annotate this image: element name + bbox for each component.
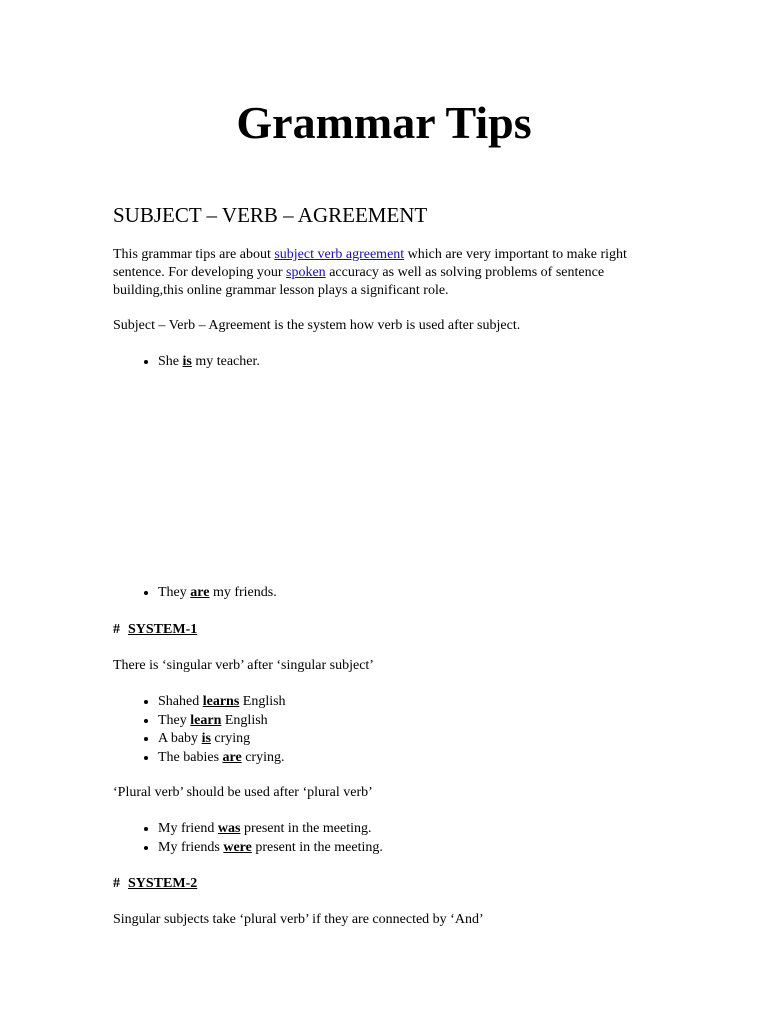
page-title: Grammar Tips: [236, 97, 532, 148]
system-1-rule: There is ‘singular verb’ after ‘singular subject’: [113, 658, 374, 673]
plural-example-list: [113, 820, 383, 857]
verb-highlight: are: [190, 585, 210, 600]
list-item: • Shahed learns English: [158, 693, 286, 712]
system-1-example-list: [113, 693, 286, 767]
list-item: • My friends were present in the meeting.: [158, 839, 383, 858]
verb-highlight: is: [201, 731, 211, 746]
verb-highlight: are: [222, 749, 242, 765]
list-item: • She is my teacher.: [158, 353, 260, 372]
list-item: • They learn English: [158, 712, 286, 731]
intro-text-2: which are very important to make right sentence. For developing your: [113, 247, 627, 280]
system-2-heading: [113, 875, 197, 893]
intro-text-1: This grammar tips are about: [113, 247, 275, 262]
hash-symbol: #: [113, 876, 120, 891]
list-item: • They are my friends.: [158, 584, 277, 603]
verb-highlight: learn: [190, 712, 222, 728]
verb-highlight: learns: [202, 694, 240, 709]
system-1-heading: [113, 621, 197, 639]
example-list-2: [113, 584, 277, 603]
section-heading: SUBJECT – VERB – AGREEMENT: [113, 203, 428, 227]
system-2-rule: Singular subjects take ‘plural verb’ if they are connected by ‘And’: [113, 912, 484, 927]
intro-text-3: accuracy as well as solving problems of sentence building,this online grammar lesson plays a significant role.: [113, 265, 605, 298]
verb-highlight: is: [182, 354, 192, 369]
example-list-1: [113, 353, 260, 372]
plural-verb-rule: ‘Plural verb’ should be used after ‘plural verb’: [113, 785, 373, 800]
system-2-label: SYSTEM-2: [128, 876, 198, 891]
list-item: • My friend was present in the meeting.: [158, 820, 383, 839]
subject-verb-agreement-link[interactable]: subject verb agreement: [274, 247, 405, 262]
list-item: • The babies are crying.: [158, 749, 286, 768]
list-item: • A baby is crying: [158, 730, 286, 749]
spoken-link[interactable]: spoken: [286, 265, 326, 280]
hash-symbol: #: [113, 622, 120, 637]
definition-paragraph: Subject – Verb – Agreement is the system how verb is used after subject.: [113, 318, 521, 333]
verb-highlight: was: [217, 821, 241, 836]
system-1-label: SYSTEM-1: [128, 622, 198, 637]
verb-highlight: were: [223, 839, 252, 855]
intro-paragraph: [113, 246, 653, 300]
